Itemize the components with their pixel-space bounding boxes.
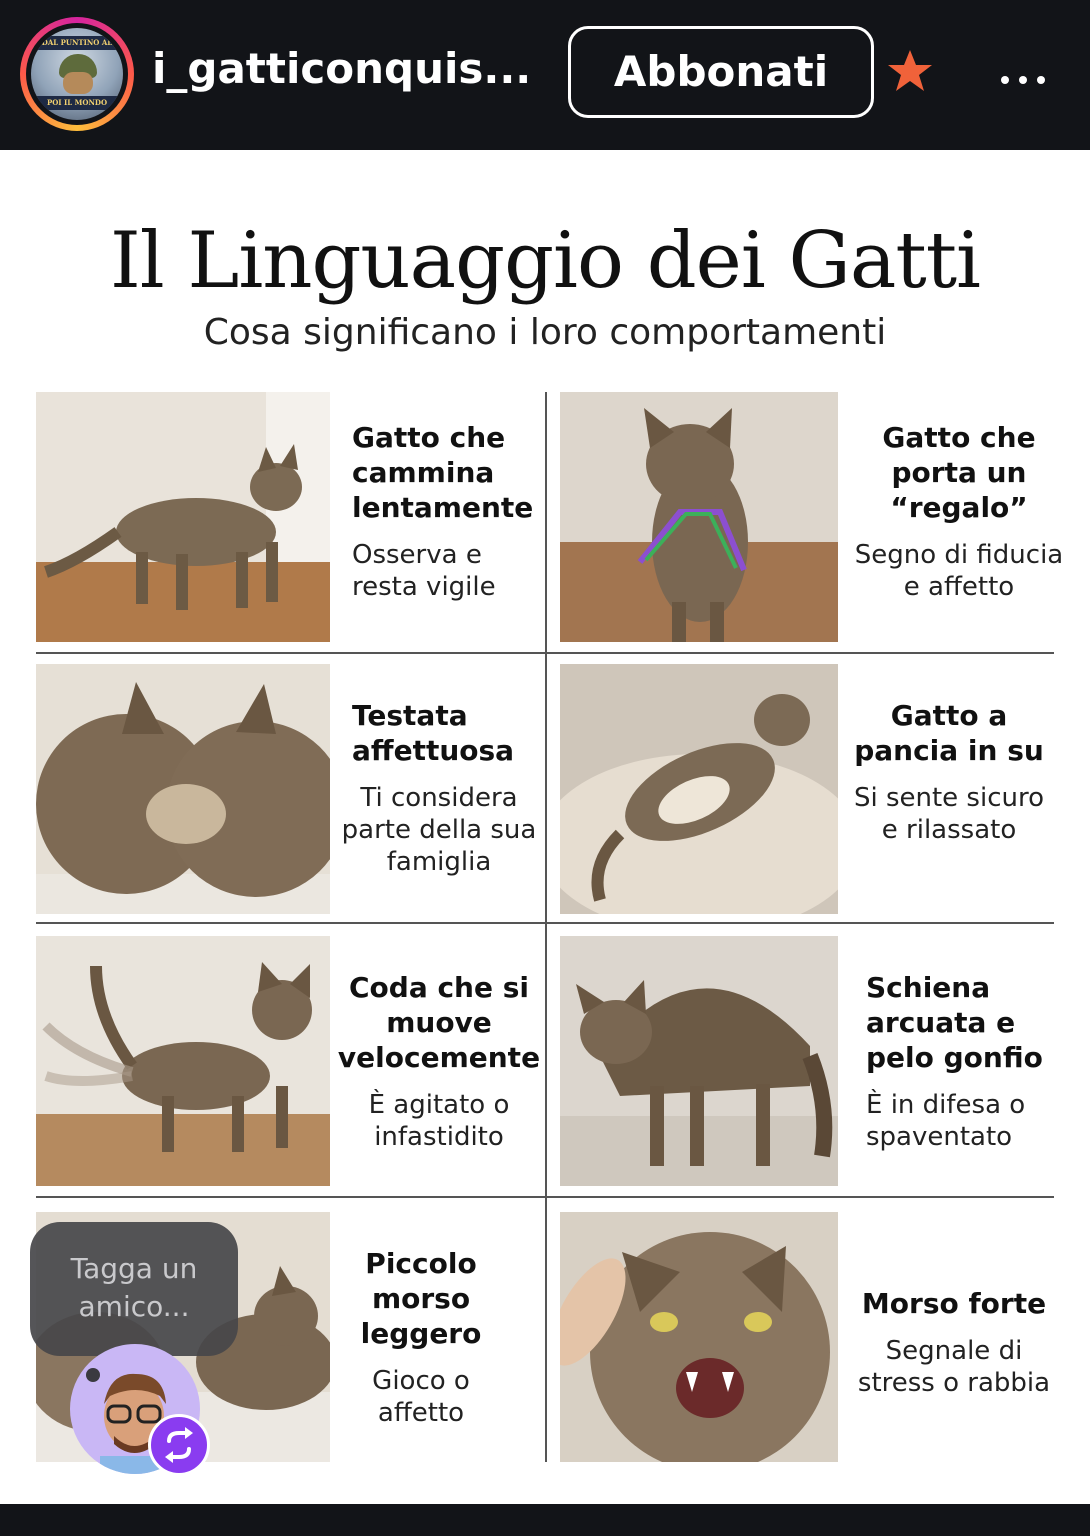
- caption-description: Gioco o affetto: [372, 1366, 470, 1428]
- avatar-image: [31, 28, 123, 120]
- caption-description: Osserva e resta vigile: [352, 540, 496, 602]
- caption-heading: Testata affettuosa: [352, 699, 515, 767]
- caption-6: [866, 970, 1066, 1153]
- photo-cat-belly-up: [560, 664, 838, 914]
- caption-description: Segnale di stress o rabbia: [857, 1336, 1051, 1398]
- post-subtitle: Cosa significano i loro comportamenti: [203, 312, 887, 353]
- bottom-bar: [0, 1504, 1090, 1536]
- avatar-text-top: DAL PUNTINO AL: [31, 36, 123, 50]
- caption-heading: Gatto a pancia in su: [854, 699, 1044, 767]
- photo-cats-headbutt: [36, 664, 330, 914]
- caption-description: Ti considera parte della sua famiglia: [341, 783, 537, 877]
- photo-cat-arched-back: [560, 936, 838, 1186]
- caption-1: [352, 420, 542, 603]
- caption-description: Segno di fiducia e affetto: [854, 540, 1064, 602]
- grid-divider: [36, 1196, 1054, 1198]
- grid-divider-vertical: [545, 392, 547, 1462]
- profile-avatar[interactable]: [20, 17, 134, 131]
- caption-5: [334, 970, 544, 1153]
- status-dot: [86, 1368, 100, 1382]
- caption-heading: Schiena arcuata e pelo gonfio: [866, 971, 1043, 1074]
- caption-heading: Gatto che cammina lentamente: [352, 421, 534, 524]
- grid-divider: [36, 922, 1054, 924]
- star-icon[interactable]: [886, 48, 934, 94]
- caption-heading: Gatto che porta un “regalo”: [882, 421, 1036, 524]
- post-title: Il Linguaggio dei Gatti: [109, 216, 981, 306]
- photo-cat-tail-wagging: [36, 936, 330, 1186]
- caption-heading: Morso forte: [861, 1287, 1047, 1320]
- tag-friend-prompt[interactable]: Tagga un amico...: [30, 1222, 238, 1356]
- photo-cat-hissing: [560, 1212, 838, 1462]
- caption-2: [846, 420, 1072, 603]
- caption-description: È in difesa o spaventato: [866, 1090, 1026, 1152]
- caption-heading: Coda che si muove velocemente: [337, 971, 541, 1074]
- avatar-text-bottom: POI IL MONDO: [31, 96, 123, 110]
- username[interactable]: i_gatticonquis...: [152, 44, 532, 93]
- caption-heading: Piccolo morso leggero: [360, 1247, 482, 1350]
- more-horizontal-icon[interactable]: [996, 56, 1052, 86]
- grid-divider: [36, 652, 1054, 654]
- caption-7: [326, 1246, 516, 1429]
- caption-description: Si sente sicuro e rilassato: [853, 783, 1045, 845]
- photo-cat-gift: [560, 392, 838, 642]
- caption-8: [846, 1286, 1062, 1399]
- post-header: [0, 0, 1090, 150]
- remix-icon[interactable]: [148, 1414, 210, 1476]
- photo-cat-walking: [36, 392, 330, 642]
- subscribe-button[interactable]: Abbonati: [568, 26, 874, 118]
- caption-3: [336, 698, 542, 878]
- caption-description: È agitato o infastidito: [368, 1090, 510, 1152]
- caption-4: [846, 698, 1052, 846]
